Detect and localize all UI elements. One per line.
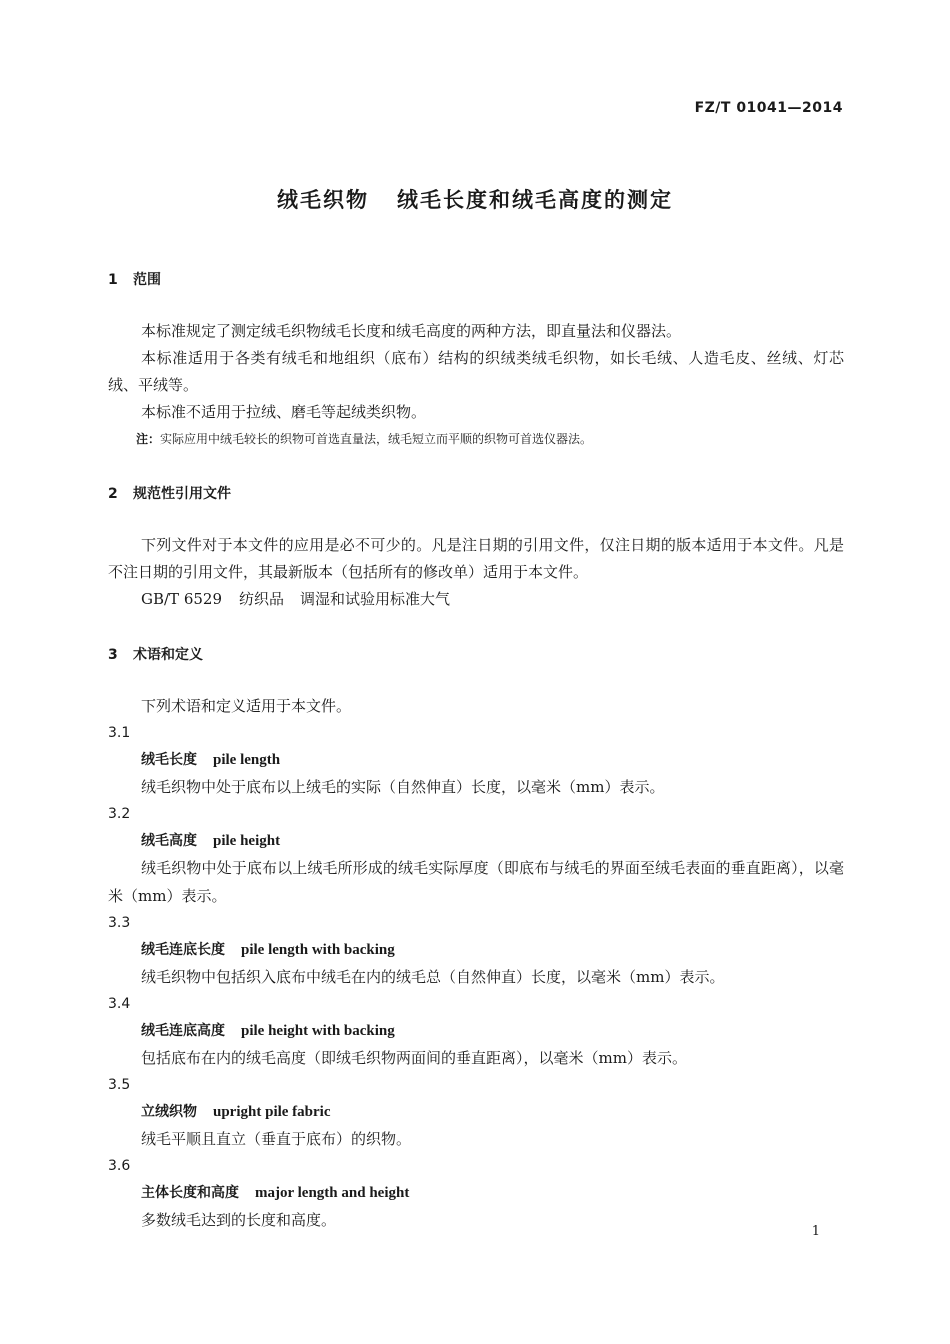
note-text: 实际应用中绒毛较长的织物可首选直量法，绒毛短立而平顺的织物可首选仪器法。 <box>160 432 593 446</box>
term-name-en: pile height with backing <box>241 1023 395 1039</box>
term-name-en: major length and height <box>255 1185 410 1201</box>
section-number: 2 <box>108 486 118 502</box>
scope-paragraph: 本标准不适用于拉绒、磨毛等起绒类织物。 <box>141 403 427 421</box>
term-name-zh: 立绒织物 <box>141 1104 197 1120</box>
reference-code: GB/T 6529 <box>141 590 223 608</box>
term-number: 3.6 <box>108 1158 131 1174</box>
terms-intro: 下列术语和定义适用于本文件。 <box>141 697 352 715</box>
term-name-zh: 绒毛高度 <box>141 833 197 849</box>
term-entry <box>108 1153 844 1234</box>
term-definition: 多数绒毛达到的长度和高度。 <box>141 1211 337 1229</box>
section-heading-terms <box>108 641 844 669</box>
page-number: 1 <box>811 1224 820 1239</box>
term-definition: 绒毛织物中处于底布以上绒毛的实际（自然伸直）长度，以毫米（mm）表示。 <box>141 778 665 796</box>
term-number: 3.4 <box>108 996 131 1012</box>
term-entry <box>108 991 844 1072</box>
note-label: 注： <box>136 432 161 446</box>
term-name <box>108 1017 844 1044</box>
title-part-1: 绒毛织物 <box>277 188 369 212</box>
term-entry <box>108 910 844 991</box>
reference-title-part-2: 调湿和试验用标准大气 <box>300 590 451 608</box>
term-name <box>108 746 844 773</box>
scope-paragraph: 本标准规定了测定绒毛织物绒毛长度和绒毛高度的两种方法，即直量法和仪器法。 <box>141 322 682 340</box>
term-definition: 绒毛平顺且直立（垂直于底布）的织物。 <box>141 1130 412 1148</box>
term-number: 3.1 <box>108 725 131 741</box>
term-entry <box>108 720 844 801</box>
term-name-zh: 主体长度和高度 <box>141 1185 239 1201</box>
reference-entry <box>108 586 844 613</box>
term-name-zh: 绒毛连底长度 <box>141 942 225 958</box>
term-definition: 绒毛织物中处于底布以上绒毛所形成的绒毛实际厚度（即底布与绒毛的界面至绒毛表面的垂直距离），以毫米（mm）表示。 <box>108 859 844 905</box>
section-number: 1 <box>108 272 118 288</box>
term-name-en: pile length with backing <box>241 942 395 958</box>
scope-paragraph: 本标准适用于各类有绒毛和地组织（底布）结构的织绒类绒毛织物，如长毛绒、人造毛皮、丝绒、灯芯绒、平绒等。 <box>108 349 844 394</box>
title-part-2: 绒毛长度和绒毛高度的测定 <box>397 188 673 212</box>
section-title: 术语和定义 <box>133 647 203 663</box>
references-paragraph: 下列文件对于本文件的应用是必不可少的。凡是注日期的引用文件，仅注日期的版本适用于本文件。凡是不注日期的引用文件，其最新版本（包括所有的修改单）适用于本文件。 <box>108 536 844 581</box>
term-entry <box>108 1072 844 1153</box>
term-definition: 绒毛织物中包括织入底布中绒毛在内的绒毛总（自然伸直）长度，以毫米（mm）表示。 <box>141 968 725 986</box>
term-name <box>108 936 844 963</box>
term-name <box>108 827 844 854</box>
term-name-en: pile height <box>213 833 281 849</box>
scope-note <box>136 426 844 452</box>
reference-title-part-1: 纺织品 <box>239 590 285 608</box>
term-number: 3.3 <box>108 915 131 931</box>
term-number: 3.5 <box>108 1077 131 1093</box>
term-name-zh: 绒毛连底高度 <box>141 1023 225 1039</box>
term-name <box>108 1179 844 1206</box>
term-name-en: pile length <box>213 752 281 768</box>
term-name-zh: 绒毛长度 <box>141 752 197 768</box>
term-number: 3.2 <box>108 806 131 822</box>
section-heading-scope <box>108 266 844 294</box>
term-name <box>108 1098 844 1125</box>
section-title: 规范性引用文件 <box>133 486 231 502</box>
document-title <box>0 184 950 214</box>
term-definition: 包括底布在内的绒毛高度（即绒毛织物两面间的垂直距离），以毫米（mm）表示。 <box>141 1049 687 1067</box>
standard-number: FZ/T 01041—2014 <box>694 100 843 116</box>
section-heading-normative-references <box>108 480 844 508</box>
term-entry <box>108 801 844 910</box>
term-name-en: upright pile fabric <box>213 1104 331 1120</box>
document-body <box>108 266 844 1234</box>
section-title: 范围 <box>133 272 161 288</box>
section-number: 3 <box>108 647 118 663</box>
